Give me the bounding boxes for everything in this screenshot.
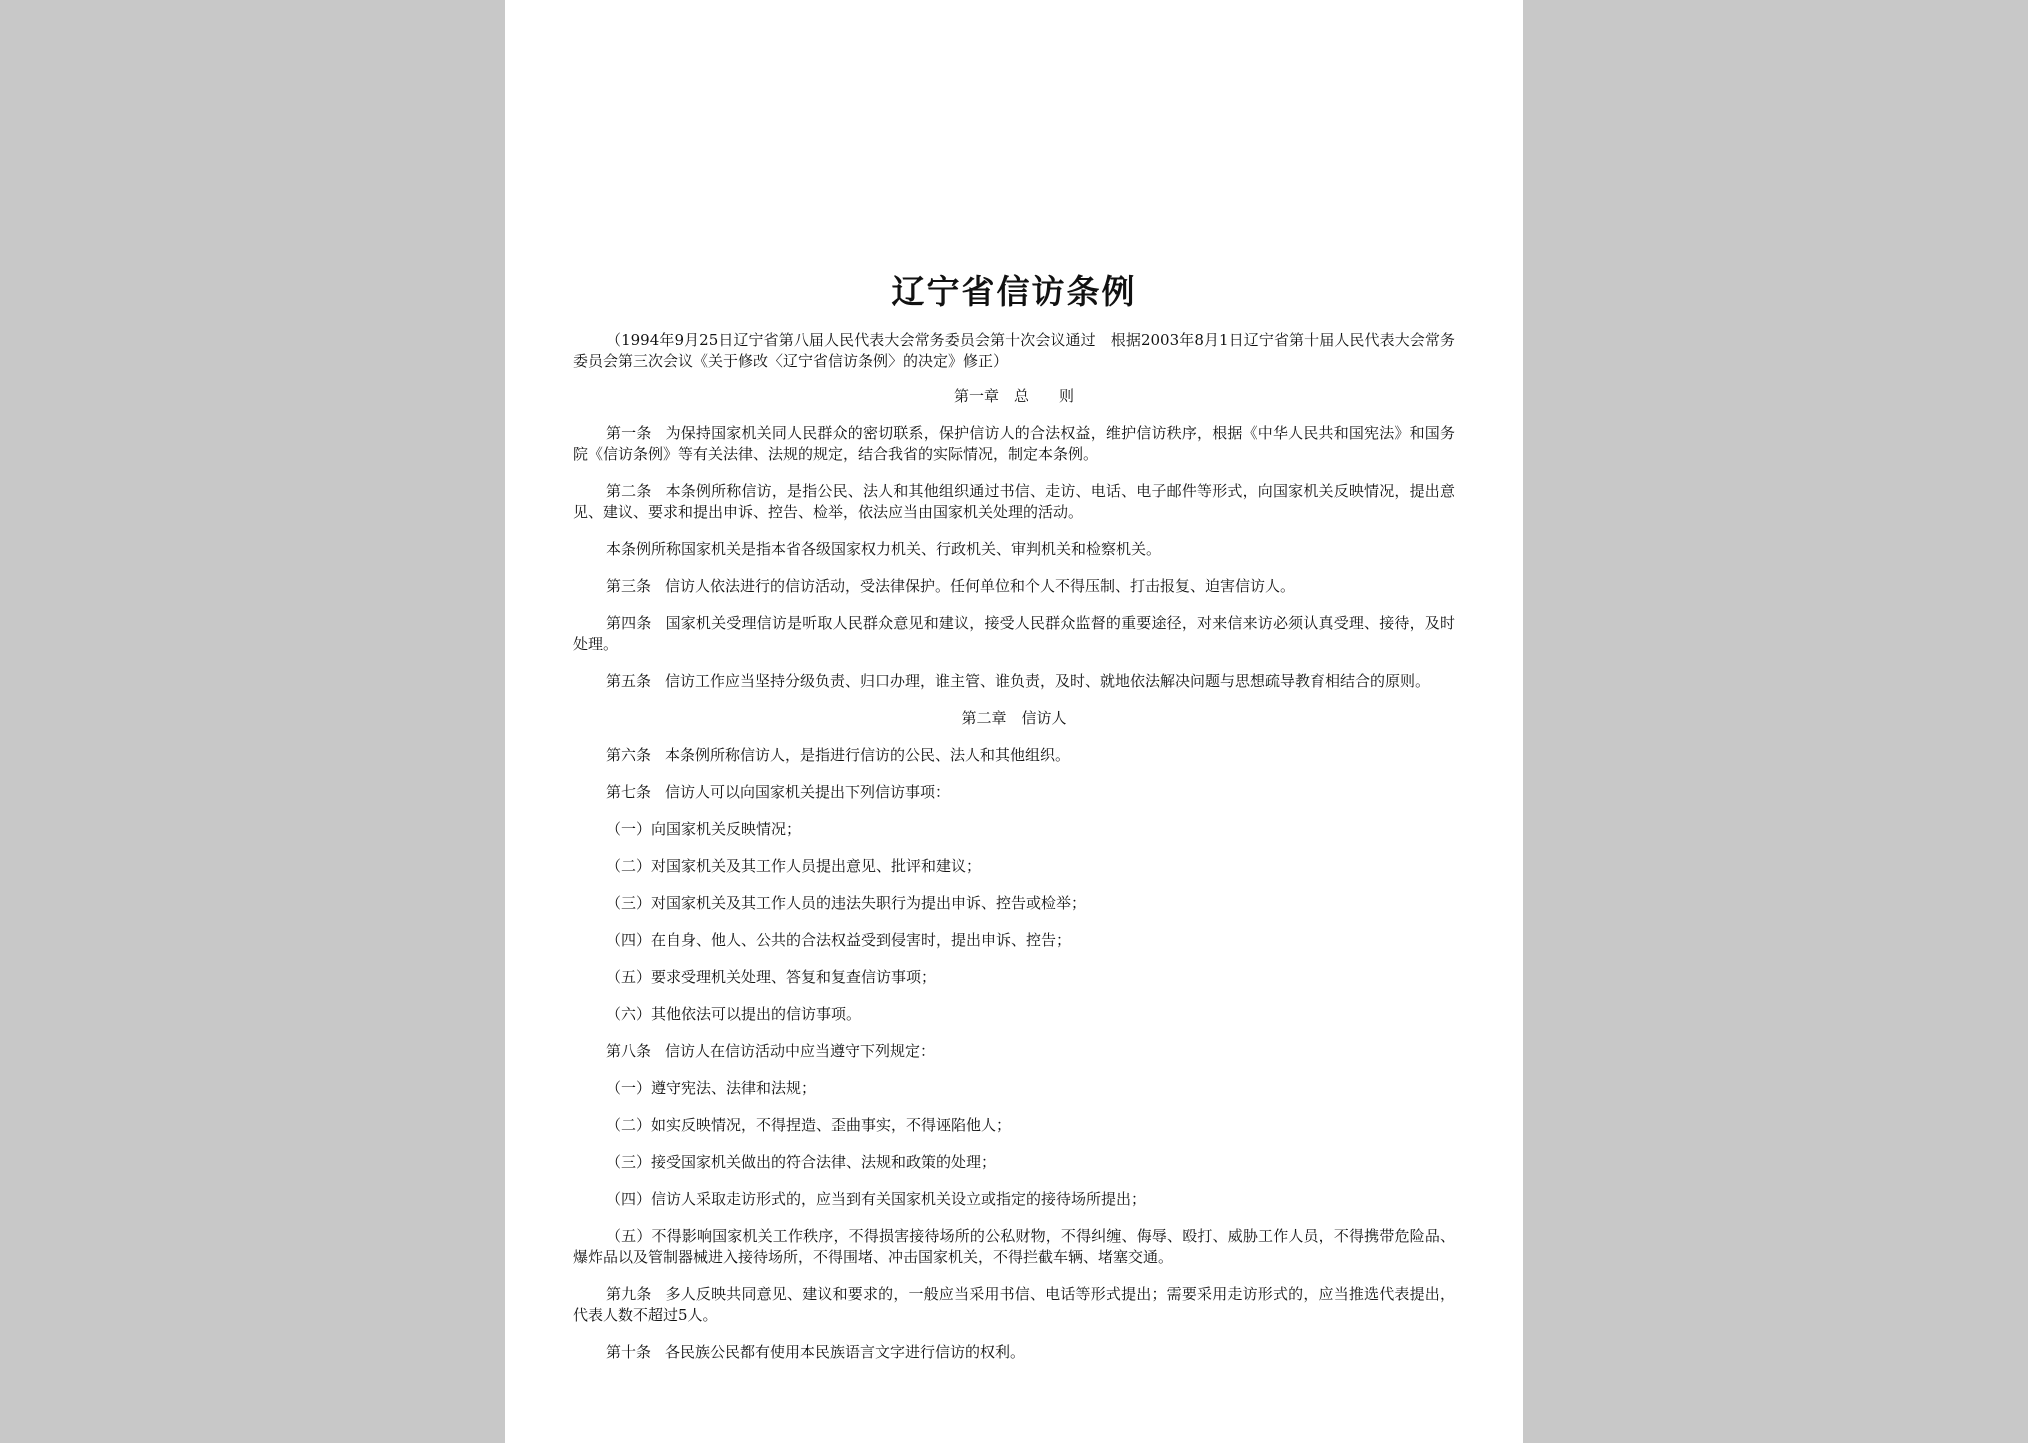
- article-number: 第三条: [606, 576, 652, 595]
- article-text: 国家机关受理信访是听取人民群众意见和建议，接受人民群众监督的重要途径，对来信来访必须认真受理、接待，及时处理。: [573, 613, 1455, 653]
- article-1: [573, 423, 1455, 465]
- article-8-item-1: （一）遵守宪法、法律和法规；: [606, 1078, 817, 1097]
- article-5: [573, 671, 1455, 692]
- article-7-item-6: （六）其他依法可以提出的信访事项。: [606, 1004, 862, 1023]
- article-2-paragraph-2: 本条例所称国家机关是指本省各级国家权力机关、行政机关、审判机关和检察机关。: [606, 539, 1162, 558]
- article-number: 第一条: [606, 423, 652, 442]
- article-8-item-5: （五）不得影响国家机关工作秩序，不得损害接待场所的公私财物，不得纠缠、侮辱、殴打、威胁工作人员，不得携带危险品、爆炸品以及管制器械进入接待场所，不得围堵、冲击国家机关，不得拦截车辆、堵塞交通。: [573, 1226, 1455, 1266]
- article-number: 第六条: [606, 745, 652, 764]
- article-text: 为保持国家机关同人民群众的密切联系，保护信访人的合法权益，维护信访秩序，根据《中华人民共和国宪法》和国务院《信访条例》等有关法律、法规的规定，结合我省的实际情况，制定本条例。: [573, 423, 1455, 463]
- chapter-2-heading: 第二章 信访人: [961, 708, 1067, 727]
- article-number: 第五条: [606, 671, 652, 690]
- article-6: [573, 745, 1455, 766]
- article-number: 第八条: [606, 1041, 652, 1060]
- article-7-item-1: （一）向国家机关反映情况；: [606, 819, 802, 838]
- article-text: 信访工作应当坚持分级负责、归口办理，谁主管、谁负责，及时、就地依法解决问题与思想疏导教育相结合的原则。: [665, 671, 1431, 690]
- article-10: [573, 1342, 1455, 1363]
- article-7-item-4: （四）在自身、他人、公共的合法权益受到侵害时，提出申诉、控告；: [606, 930, 1072, 949]
- article-7: [573, 782, 1455, 803]
- article-text: 本条例所称信访人，是指进行信访的公民、法人和其他组织。: [665, 745, 1071, 764]
- article-number: 第四条: [606, 613, 652, 632]
- article-number: 第七条: [606, 782, 652, 801]
- article-text: 多人反映共同意见、建议和要求的，一般应当采用书信、电话等形式提出；需要采用走访形式的，应当推选代表提出，代表人数不超过5人。: [573, 1284, 1455, 1324]
- article-7-item-5: （五）要求受理机关处理、答复和复查信访事项；: [606, 967, 937, 986]
- article-number: 第十条: [606, 1342, 652, 1361]
- article-4: [573, 613, 1455, 655]
- article-8-item-4: （四）信访人采取走访形式的，应当到有关国家机关设立或指定的接待场所提出；: [606, 1189, 1147, 1208]
- article-number: 第九条: [606, 1284, 652, 1303]
- chapter-1-heading: 第一章 总 则: [953, 386, 1074, 405]
- article-text: 本条例所称信访，是指公民、法人和其他组织通过书信、走访、电话、电子邮件等形式，向国家机关反映情况，提出意见、建议、要求和提出申诉、控告、检举，依法应当由国家机关处理的活动。: [573, 481, 1455, 521]
- document-page: [505, 0, 1523, 1443]
- article-8-item-3: （三）接受国家机关做出的符合法律、法规和政策的处理；: [606, 1152, 997, 1171]
- document-body: [573, 272, 1455, 1379]
- document-title: 辽宁省信访条例: [891, 272, 1137, 311]
- article-7-item-3: （三）对国家机关及其工作人员的违法失职行为提出申诉、控告或检举；: [606, 893, 1087, 912]
- article-9: [573, 1284, 1455, 1326]
- article-text: 信访人可以向国家机关提出下列信访事项：: [665, 782, 951, 801]
- article-7-item-2: （二）对国家机关及其工作人员提出意见、批评和建议；: [606, 856, 982, 875]
- article-8-item-2: （二）如实反映情况，不得捏造、歪曲事实，不得诬陷他人；: [606, 1115, 1012, 1134]
- article-text: 信访人在信访活动中应当遵守下列规定：: [665, 1041, 936, 1060]
- article-text: 各民族公民都有使用本民族语言文字进行信访的权利。: [665, 1342, 1026, 1361]
- preamble: （1994年9月25日辽宁省第八届人民代表大会常务委员会第十次会议通过 根据2003年8月1日辽宁省第十届人民代表大会常务委员会第三次会议《关于修改〈辽宁省信访条例〉的决定》修正）: [573, 330, 1455, 370]
- article-number: 第二条: [606, 481, 652, 500]
- article-3: [573, 576, 1455, 597]
- article-text: 信访人依法进行的信访活动，受法律保护。任何单位和个人不得压制、打击报复、迫害信访人。: [665, 576, 1296, 595]
- article-8: [573, 1041, 1455, 1062]
- article-2: [573, 481, 1455, 523]
